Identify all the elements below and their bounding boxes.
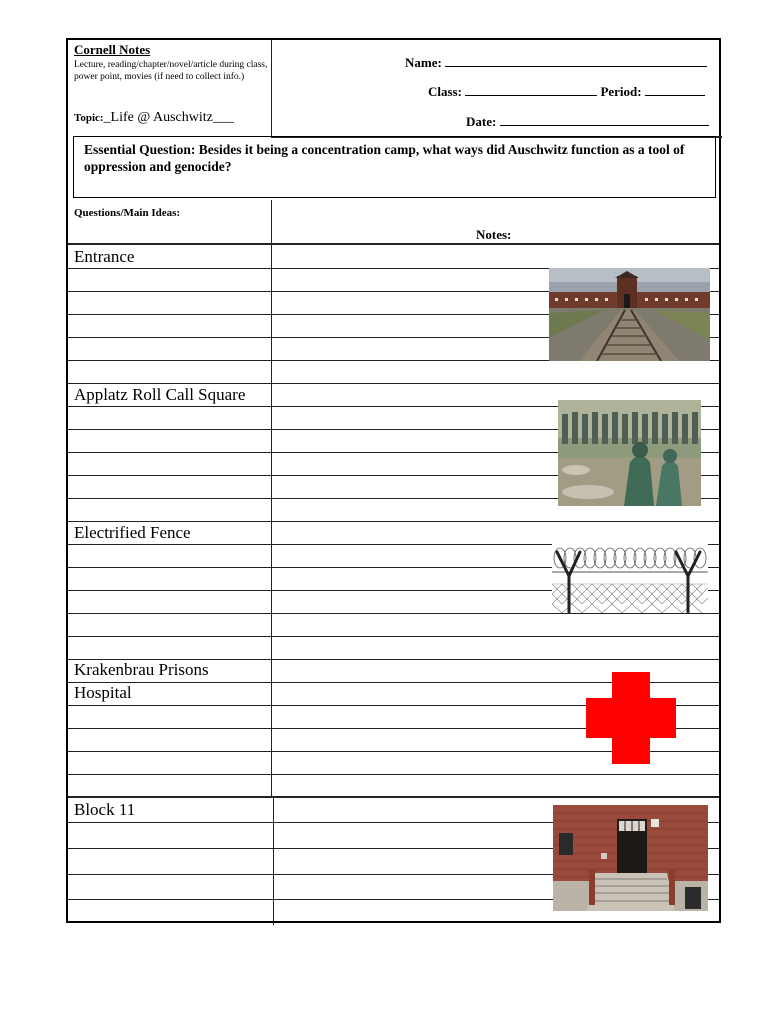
period-label: Period: — [600, 84, 642, 99]
column-header-rule — [68, 243, 719, 245]
column-divider-lower — [273, 797, 274, 925]
section-label-prisons: Krakenbrau Prisons — [74, 660, 209, 679]
notes-header: Notes: — [476, 227, 512, 242]
column-header-divider — [271, 200, 272, 243]
section-rule — [68, 796, 719, 798]
row-line — [68, 613, 719, 614]
period-blank[interactable] — [645, 83, 705, 96]
class-field[interactable] — [428, 83, 705, 100]
row-line — [68, 521, 719, 522]
topic-value: _Life @ Auschwitz___ — [103, 110, 234, 125]
essential-question-text: Essential Question: Besides it being a concentration camp, what ways did Auschwitz function as a tool of oppression and genocide? — [84, 142, 685, 174]
row-line — [68, 636, 719, 637]
class-label: Class: — [428, 84, 462, 99]
date-label: Date: — [466, 114, 497, 129]
roll-call-painting — [558, 400, 701, 506]
sheet-subtitle: Lecture, reading/chapter/novel/article during class, power point, movies (if need to collect info.) — [74, 60, 268, 82]
row-line — [68, 383, 719, 384]
auschwitz-gate-railway-photo — [549, 268, 710, 361]
section-label-hospital: Hospital — [74, 683, 132, 702]
section-label-fence: Electrified Fence — [74, 523, 191, 542]
column-divider — [271, 245, 272, 797]
topic-label: Topic: — [74, 112, 104, 124]
name-field[interactable] — [405, 54, 707, 71]
section-label-entrance: Entrance — [74, 247, 135, 266]
questions-main-ideas-header: Questions/Main Ideas: — [74, 207, 181, 219]
header-divider — [271, 40, 272, 136]
block-11-brick-building-photo — [553, 805, 708, 911]
cornell-notes-sheet — [66, 38, 721, 923]
class-blank[interactable] — [465, 83, 597, 96]
date-blank[interactable] — [500, 113, 709, 126]
red-cross-icon — [586, 672, 676, 764]
name-blank[interactable] — [445, 54, 707, 67]
section-label-roll-call: Applatz Roll Call Square — [74, 385, 246, 404]
section-label-block-11: Block 11 — [74, 800, 136, 819]
row-line — [68, 774, 719, 775]
sheet-title: Cornell Notes — [74, 42, 151, 57]
topic-line — [74, 110, 234, 126]
barbed-wire-fence-clipart — [552, 544, 708, 613]
essential-question-box — [73, 136, 716, 198]
name-label: Name: — [405, 55, 442, 70]
date-field[interactable] — [466, 113, 709, 130]
